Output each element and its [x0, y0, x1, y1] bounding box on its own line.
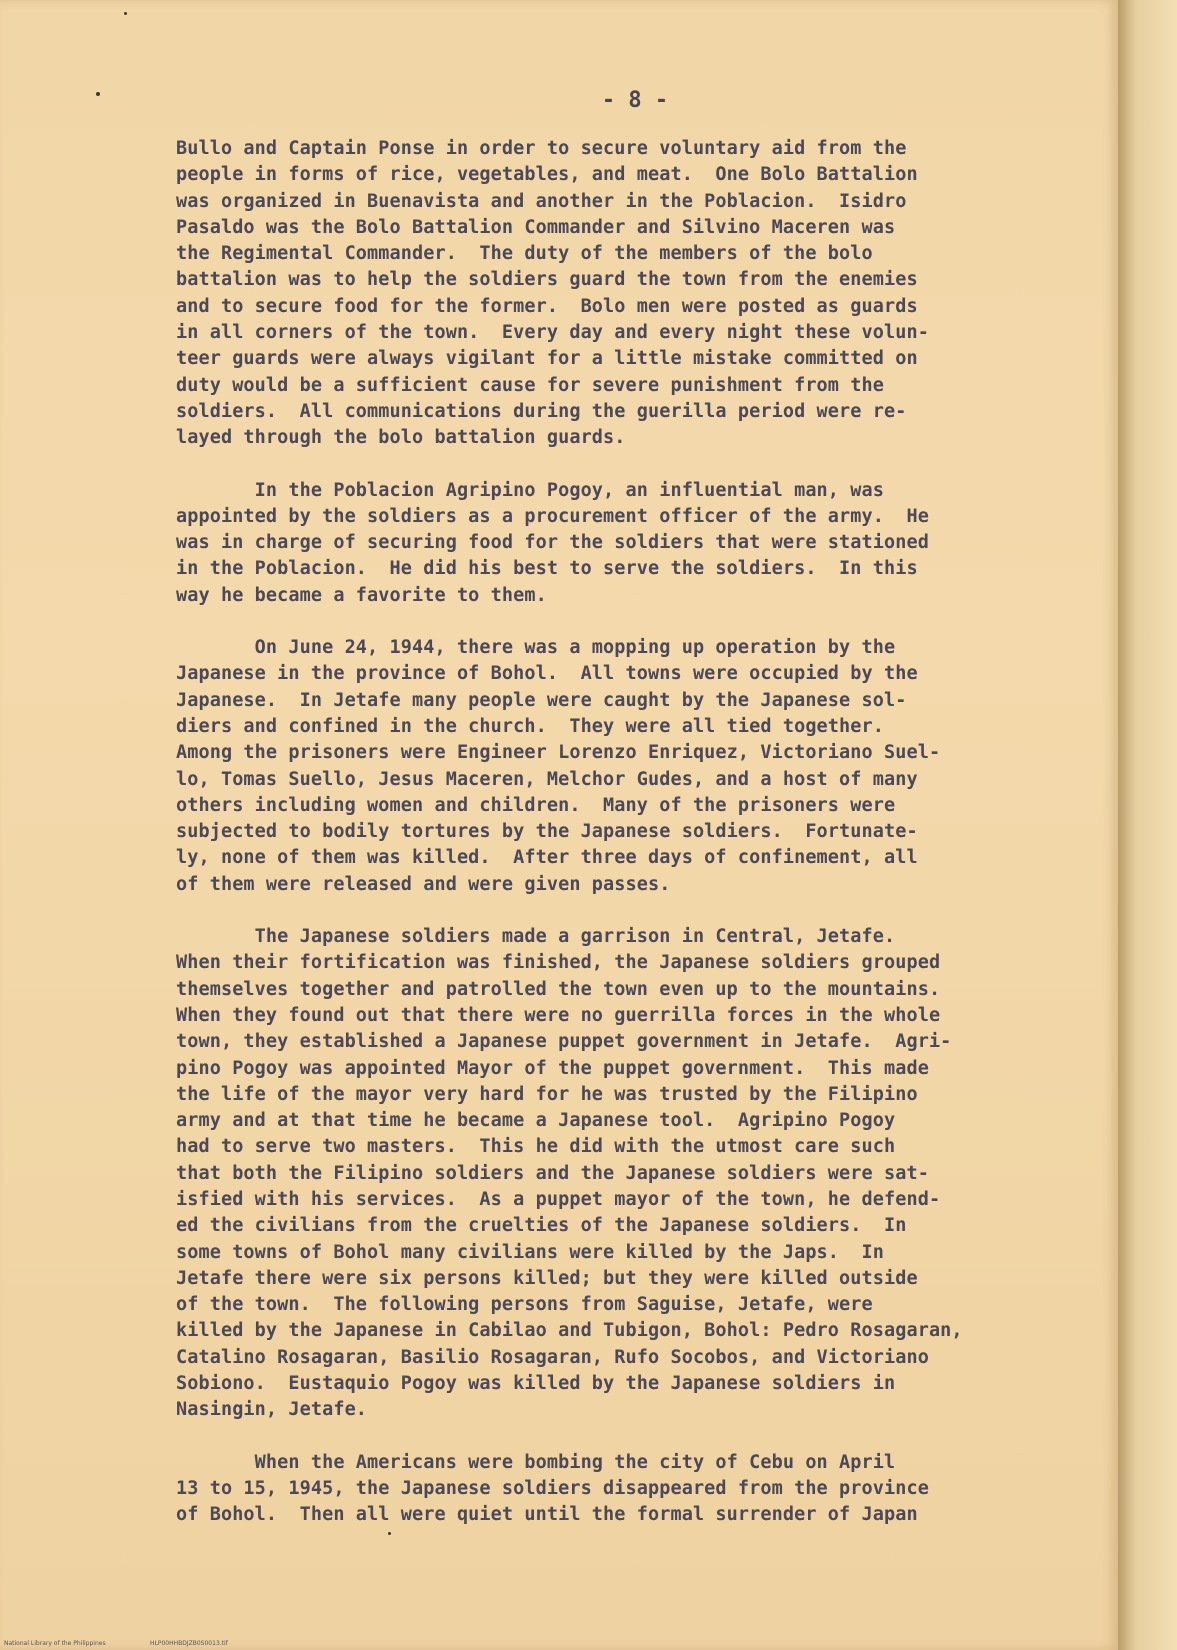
text-line: ly, none of them was killed. After three days of confinement, all	[176, 847, 918, 869]
text-line: Catalino Rosagaran, Basilio Rosagaran, Rufo Socobos, and Victoriano	[176, 1346, 929, 1368]
text-line: Nasingin, Jetafe.	[176, 1399, 368, 1421]
text-line: of them were released and were given passes.	[176, 873, 671, 895]
text-line: When they found out that there were no guerrilla forces in the whole	[176, 1004, 941, 1026]
text-line: teer guards were always vigilant for a little mistake committed on	[176, 348, 918, 370]
text-line: in the Poblacion. He did his best to serve the soldiers. In this	[176, 558, 918, 580]
text-line: in all corners of the town. Every day and every night these volun-	[176, 322, 929, 344]
text-line: the Regimental Commander. The duty of the members of the bolo	[176, 243, 873, 265]
text-line: the life of the mayor very hard for he was trusted by the Filipino	[176, 1083, 918, 1105]
paper-speck	[124, 12, 127, 15]
text-line: Bullo and Captain Ponse in order to secure voluntary aid from the	[176, 138, 907, 159]
text-line: of the town. The following persons from Saguise, Jetafe, were	[176, 1294, 873, 1316]
text-line: Pasaldo was the Bolo Battalion Commander and Silvino Maceren was	[176, 216, 896, 238]
text-line: way he became a favorite to them.	[176, 584, 547, 606]
footer-file: HLP00HHBDJZB0S0013.tif	[150, 1640, 228, 1647]
paragraph-2	[176, 478, 1056, 609]
text-line: Jetafe there were six persons killed; but they were killed outside	[176, 1267, 918, 1289]
paragraph-1	[176, 136, 1056, 452]
text-line: army and at that time he became a Japanese tool. Agripino Pogoy	[176, 1110, 896, 1132]
text-line: When the Americans were bombing the city of Cebu on April	[176, 1451, 896, 1473]
text-line: pino Pogoy was appointed Mayor of the puppet government. This made	[176, 1057, 929, 1079]
text-line: others including women and children. Many of the prisoners were	[176, 794, 896, 816]
paper-speck	[388, 1532, 391, 1535]
text-line: some towns of Bohol many civilians were killed by the Japs. In	[176, 1241, 884, 1263]
text-line: themselves together and patrolled the town even up to the mountains.	[176, 978, 941, 1000]
page-number: - 8 -	[601, 88, 669, 113]
footer-library: National Library of the Philippines	[4, 1640, 106, 1647]
text-line: ed the civilians from the cruelties of the Japanese soldiers. In	[176, 1215, 907, 1237]
text-line: lo, Tomas Suello, Jesus Maceren, Melchor Gudes, and a host of many	[176, 768, 918, 790]
text-line: and to secure food for the former. Bolo men were posted as guards	[176, 295, 918, 317]
text-line: subjected to bodily tortures by the Japanese soldiers. Fortunate-	[176, 821, 918, 843]
text-line: The Japanese soldiers made a garrison in Central, Jetafe.	[176, 926, 896, 948]
text-line: Sobiono. Eustaquio Pogoy was killed by the Japanese soldiers in	[176, 1373, 896, 1395]
text-line: was in charge of securing food for the soldiers that were stationed	[176, 532, 929, 554]
text-line: 13 to 15, 1945, the Japanese soldiers disappeared from the province	[176, 1477, 929, 1499]
text-line: On June 24, 1944, there was a mopping up operation by the	[176, 637, 896, 659]
text-line: Japanese in the province of Bohol. All towns were occupied by the	[176, 663, 918, 685]
text-line: appointed by the soldiers as a procurement officer of the army. He	[176, 505, 929, 527]
paragraph-3	[176, 635, 1056, 898]
text-line: Among the prisoners were Engineer Lorenzo Enriquez, Victoriano Suel-	[176, 742, 941, 764]
text-line: duty would be a sufficient cause for severe punishment from the	[176, 374, 884, 396]
text-line: town, they established a Japanese puppet government in Jetafe. Agri-	[176, 1031, 952, 1053]
paper-speck	[96, 92, 100, 96]
text-line: isfied with his services. As a puppet mayor of the town, he defend-	[176, 1188, 941, 1210]
text-line: diers and confined in the church. They were all tied together.	[176, 715, 884, 737]
text-line: killed by the Japanese in Cabilao and Tubigon, Bohol: Pedro Rosagaran,	[176, 1320, 963, 1342]
text-line: battalion was to help the soldiers guard the town from the enemies	[176, 269, 918, 291]
document-body	[176, 136, 1056, 1555]
text-line: of Bohol. Then all were quiet until the formal surrender of Japan	[176, 1504, 918, 1526]
text-line: In the Poblacion Agripino Pogoy, an influential man, was	[176, 479, 884, 501]
paragraph-4	[176, 924, 1056, 1424]
text-line: that both the Filipino soldiers and the Japanese soldiers were sat-	[176, 1162, 929, 1184]
text-line: Japanese. In Jetafe many people were caught by the Japanese sol-	[176, 689, 907, 711]
text-line: When their fortification was finished, the Japanese soldiers grouped	[176, 952, 941, 974]
text-line: layed through the bolo battalion guards.	[176, 427, 626, 449]
text-line: had to serve two masters. This he did with the utmost care such	[176, 1136, 896, 1158]
page-edge	[1118, 0, 1177, 1650]
text-line: soldiers. All communications during the guerilla period were re-	[176, 400, 907, 422]
text-line: people in forms of rice, vegetables, and meat. One Bolo Battalion	[176, 164, 918, 186]
text-line: was organized in Buenavista and another in the Poblacion. Isidro	[176, 190, 907, 212]
paragraph-5	[176, 1450, 1056, 1529]
